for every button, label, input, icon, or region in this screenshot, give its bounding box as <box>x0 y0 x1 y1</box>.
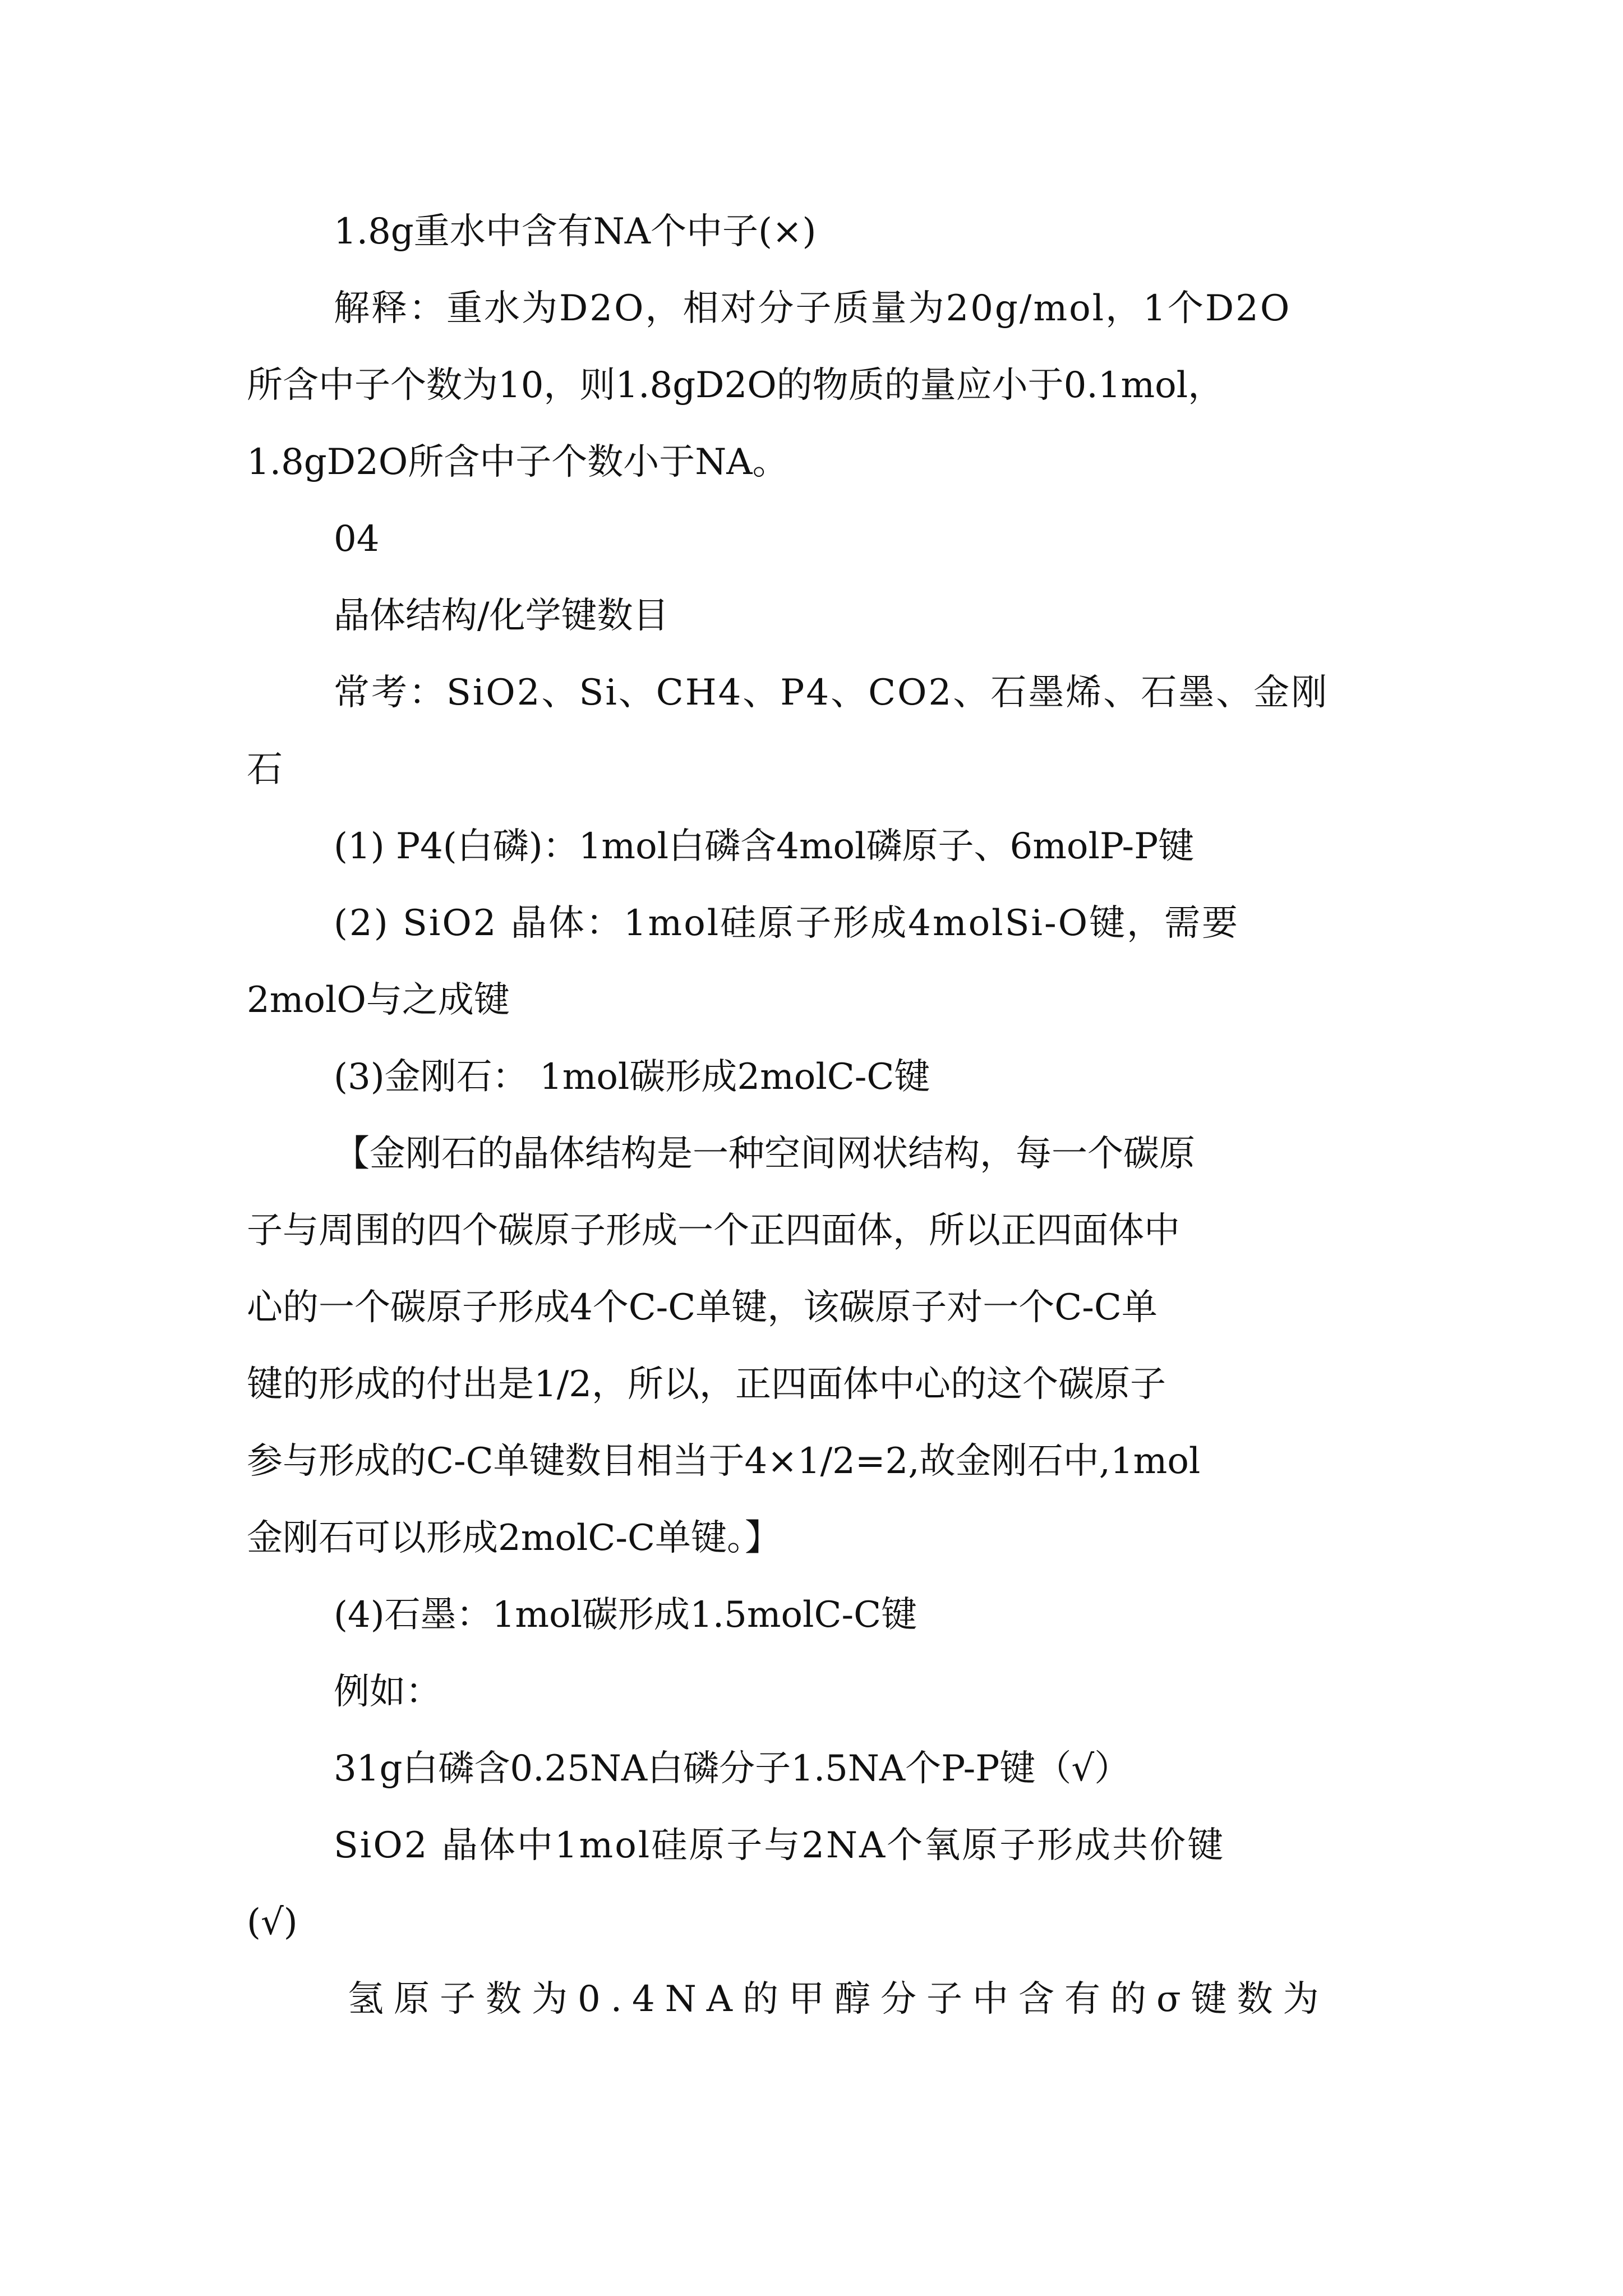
document-body <box>247 194 1385 2038</box>
text-line: 参与形成的C-C单键数目相当于4×1/2=2,故金刚石中,1mol <box>247 1441 1201 1482</box>
text-line: (4)石墨：1mol碳形成1.5molC-C键 <box>334 1594 917 1636</box>
text-line: 氢原子数为0.4NA的甲醇分子中含有的σ键数为 <box>348 1978 1329 2020</box>
text-line: 例如： <box>334 1671 441 1713</box>
text-line: (1) P4(白磷)：1mol白磷含4mol磷原子、6molP-P键 <box>334 826 1195 867</box>
section-heading: 晶体结构/化学键数目 <box>334 595 669 637</box>
text-line: 31g白磷含0.25NA白磷分子1.5NA个P-P键（√） <box>334 1748 1131 1789</box>
text-line: 1.8g重水中含有NA个中子(×) <box>334 211 817 252</box>
text-line: 所含中子个数为10，则1.8gD2O的物质的量应小于0.1mol， <box>247 365 1224 406</box>
text-line: SiO2 晶体中1mol硅原子与2NA个氧原子形成共价键 <box>334 1825 1225 1866</box>
text-line: 常考：SiO2、Si、CH4、P4、CO2、石墨烯、石墨、金刚 <box>334 672 1329 714</box>
text-line: 键的形成的付出是1/2，所以，正四面体中心的这个碳原子 <box>247 1364 1166 1405</box>
text-line: (2) SiO2 晶体：1mol硅原子形成4molSi-O键，需要 <box>334 903 1240 944</box>
text-line: 心的一个碳原子形成4个C-C单键，该碳原子对一个C-C单 <box>247 1287 1158 1328</box>
text-line: 金刚石可以形成2molC-C单键。】 <box>247 1517 781 1559</box>
text-line: 解释：重水为D2O，相对分子质量为20g/mol，1个D2O <box>334 288 1292 329</box>
text-line: (√) <box>247 1902 298 1943</box>
text-line: 2molO与之成键 <box>247 979 510 1021</box>
text-line: 石 <box>247 749 283 790</box>
text-line: (3)金刚石： 1mol碳形成2molC-C键 <box>334 1056 930 1098</box>
section-number: 04 <box>334 518 380 560</box>
text-line: 子与周围的四个碳原子形成一个正四面体，所以正四面体中 <box>247 1210 1180 1251</box>
text-line: 1.8gD2O所含中子个数小于NA。 <box>247 441 789 483</box>
text-line: 【金刚石的晶体结构是一种空间网状结构，每一个碳原 <box>334 1133 1195 1175</box>
